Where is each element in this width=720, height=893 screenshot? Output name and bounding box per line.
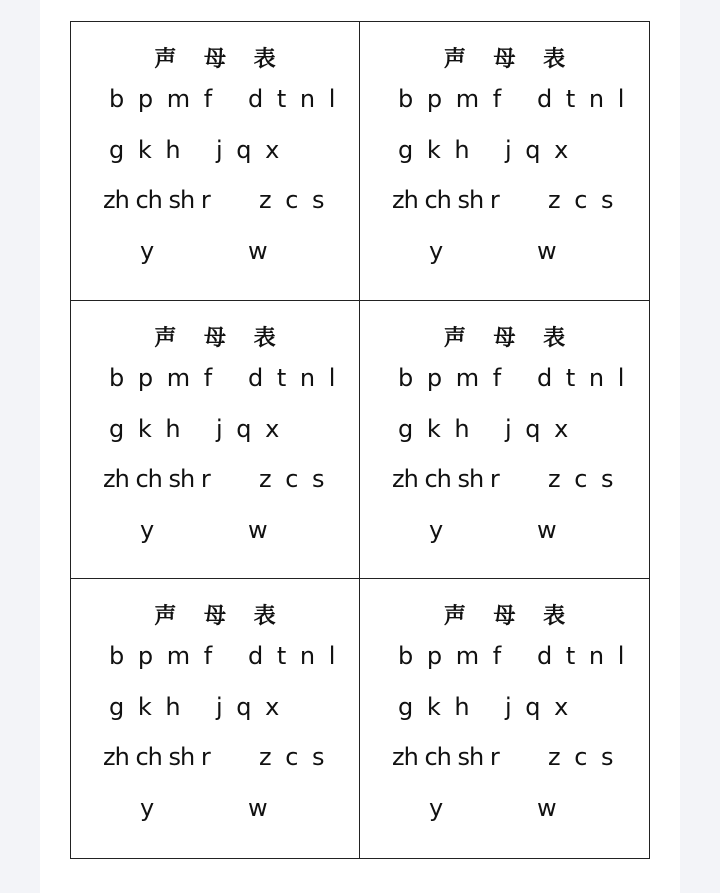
row-1-right: d t n l xyxy=(537,642,628,671)
row-2-right: j q x xyxy=(505,693,572,722)
row-2-right: j q x xyxy=(216,136,283,164)
row-3-right: z c s xyxy=(259,743,328,772)
row-3-right: z c s xyxy=(259,464,328,493)
card-title: 声 母 表 xyxy=(154,47,286,72)
card-title: 声 母 表 xyxy=(443,604,576,630)
row-2-right: j q x xyxy=(216,414,283,443)
row-4-right: w xyxy=(537,237,557,265)
row-1-left: b p m f xyxy=(109,85,216,113)
row-2-left: g k h xyxy=(398,136,473,164)
row-1-right: d t n l xyxy=(248,363,339,392)
card-title: 声 母 表 xyxy=(154,604,286,630)
row-3-right: z c s xyxy=(548,464,617,493)
row-3-left: zh ch sh r xyxy=(103,186,210,214)
card-title: 声 母 表 xyxy=(443,325,576,351)
row-2-right: j q x xyxy=(216,693,283,722)
row-3-left: zh ch sh r xyxy=(392,743,499,772)
initials-card-4 xyxy=(360,301,649,580)
initials-card-1 xyxy=(71,22,360,301)
row-4-right: w xyxy=(248,515,268,544)
row-1-left: b p m f xyxy=(398,642,505,671)
initials-card-3 xyxy=(71,301,360,580)
row-4-right: w xyxy=(537,794,557,823)
row-4-left: y xyxy=(140,237,155,265)
row-4-right: w xyxy=(248,237,268,265)
row-3-right: z c s xyxy=(548,186,617,214)
row-4-left: y xyxy=(429,794,444,823)
initials-card-2 xyxy=(360,22,649,301)
row-1-left: b p m f xyxy=(398,363,505,392)
row-2-left: g k h xyxy=(109,414,184,443)
row-1-left: b p m f xyxy=(398,85,505,113)
row-1-left: b p m f xyxy=(109,642,216,671)
row-3-right: z c s xyxy=(259,186,328,214)
row-4-right: w xyxy=(248,794,268,823)
row-2-right: j q x xyxy=(505,414,572,443)
row-2-left: g k h xyxy=(398,414,473,443)
row-4-left: y xyxy=(429,515,444,544)
row-3-left: zh ch sh r xyxy=(103,743,210,772)
row-1-right: d t n l xyxy=(248,85,339,113)
row-4-right: w xyxy=(537,515,557,544)
row-3-right: z c s xyxy=(548,743,617,772)
initials-card-5 xyxy=(71,579,360,858)
row-2-left: g k h xyxy=(109,136,184,164)
row-4-left: y xyxy=(429,237,444,265)
initials-card-6 xyxy=(360,579,649,858)
row-1-right: d t n l xyxy=(248,642,339,671)
document-page xyxy=(40,0,680,893)
row-3-left: zh ch sh r xyxy=(392,464,499,493)
row-3-left: zh ch sh r xyxy=(103,464,210,493)
row-1-left: b p m f xyxy=(109,363,216,392)
row-1-right: d t n l xyxy=(537,85,628,113)
row-2-left: g k h xyxy=(398,693,473,722)
row-2-left: g k h xyxy=(109,693,184,722)
row-4-left: y xyxy=(140,794,155,823)
row-2-right: j q x xyxy=(505,136,572,164)
card-title: 声 母 表 xyxy=(154,325,286,351)
row-3-left: zh ch sh r xyxy=(392,186,499,214)
row-1-right: d t n l xyxy=(537,363,628,392)
card-title: 声 母 表 xyxy=(443,47,576,72)
initials-card-grid xyxy=(70,21,650,859)
row-4-left: y xyxy=(140,515,155,544)
